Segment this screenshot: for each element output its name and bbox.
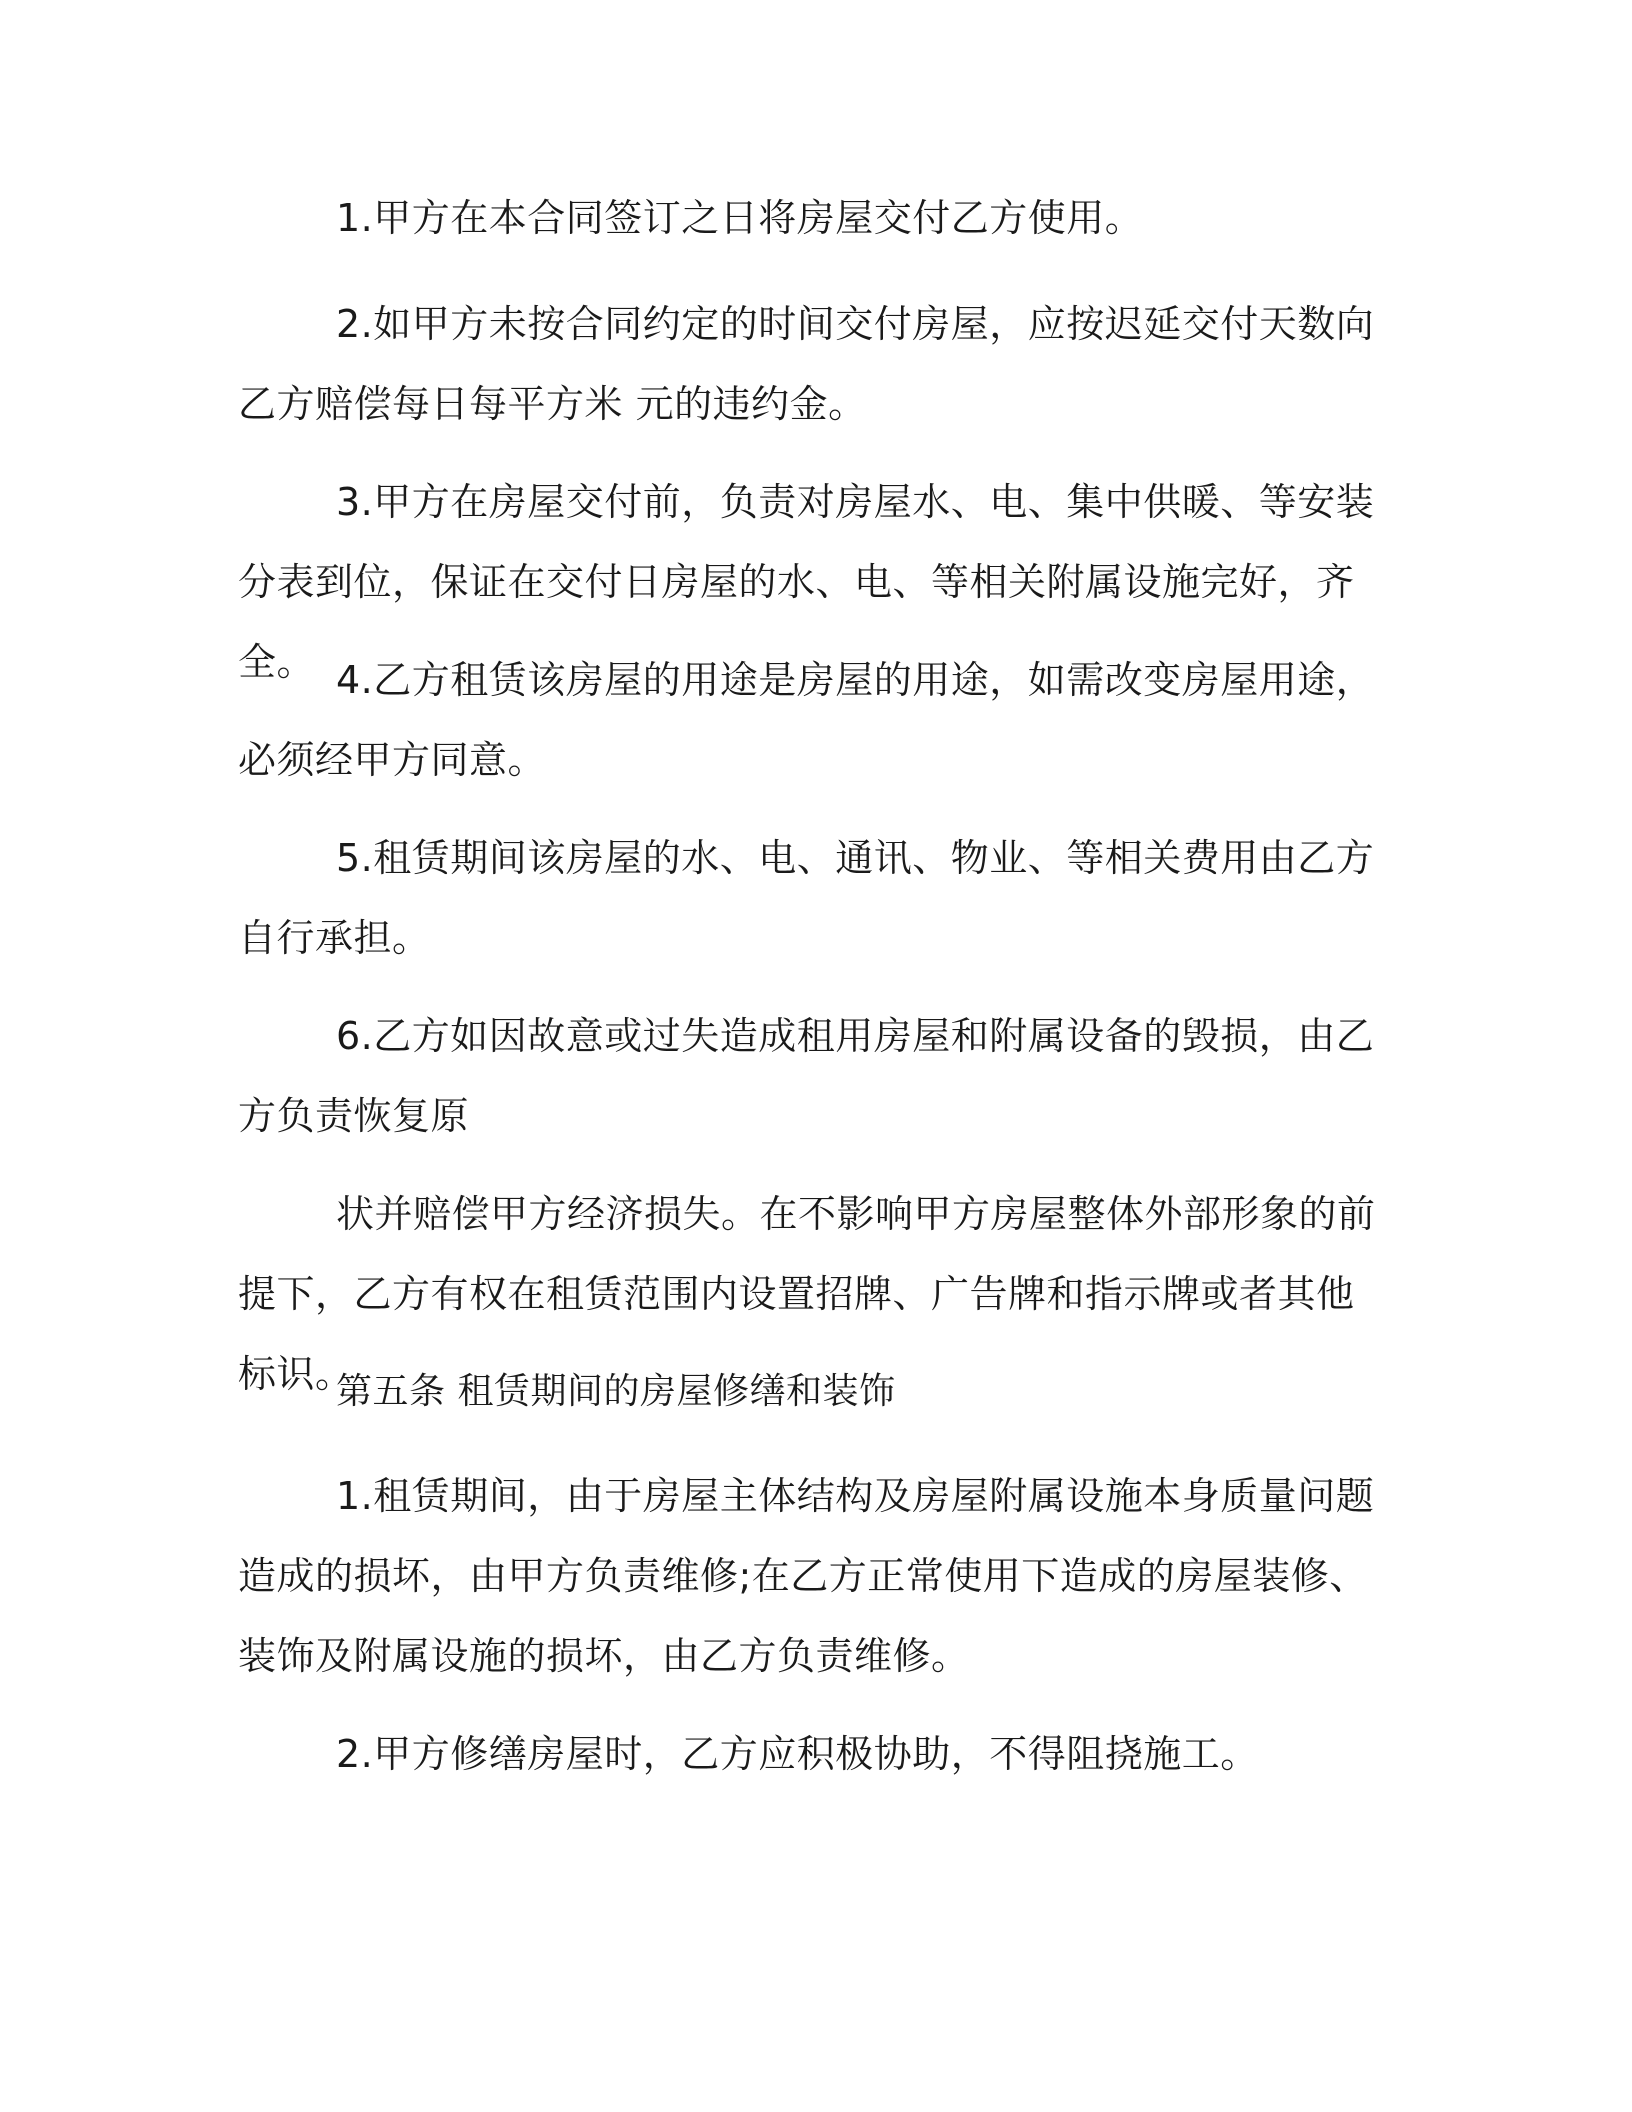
section-heading-article-5: 第五条 租赁期间的房屋修缮和装饰 (336, 1371, 896, 1412)
clause-4-item-3: 3.甲方在房屋交付前，负责对房屋水、电、集中供暖、等安装分表到位，保证在交付日房屋的水、电、等相关附属设施完好，齐全。 (238, 480, 1375, 684)
clause-4-item-2: 2.如甲方未按合同约定的时间交付房屋，应按迟延交付天数向乙方赔偿每日每平方米 元的违约金。 (238, 302, 1375, 426)
clause-4-item-4: 4.乙方租赁该房屋的用途是房屋的用途，如需改变房屋用途，必须经甲方同意。 (238, 658, 1375, 782)
clause-4-item-5: 5.租赁期间该房屋的水、电、通讯、物业、等相关费用由乙方自行承担。 (238, 836, 1375, 960)
clause-4-item-1: 1.甲方在本合同签订之日将房屋交付乙方使用。 (336, 196, 1144, 240)
clause-4-item-6-continued: 状并赔偿甲方经济损失。在不影响甲方房屋整体外部形象的前提下，乙方有权在租赁范围内设置招牌、广告牌和指示牌或者其他标识。 (238, 1192, 1376, 1396)
clause-4-item-6: 6.乙方如因故意或过失造成租用房屋和附属设备的毁损，由乙方负责恢复原 (238, 1014, 1375, 1138)
clause-5-item-2: 2.甲方修缮房屋时，乙方应积极协助，不得阻挠施工。 (336, 1732, 1259, 1776)
clause-5-item-1: 1.租赁期间，由于房屋主体结构及房屋附属设施本身质量问题造成的损坏，由甲方负责维修;在乙方正常使用下造成的房屋装修、装饰及附属设施的损坏，由乙方负责维修。 (238, 1474, 1375, 1678)
